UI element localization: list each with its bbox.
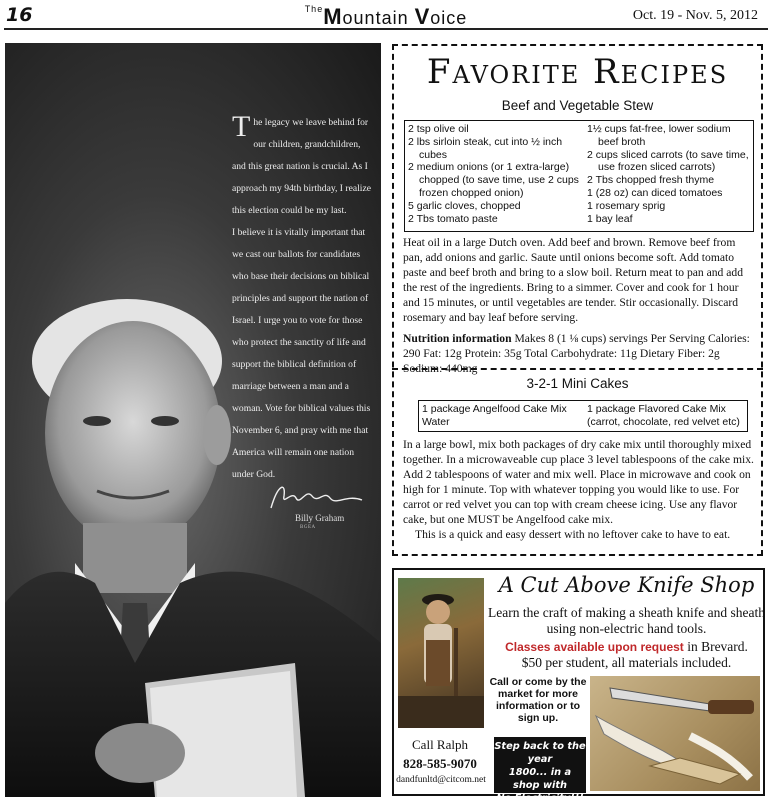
knife-shop-title: A Cut Above Knife Shop bbox=[498, 573, 755, 597]
ad-paragraph-2: I believe it is vitally important that we cast our ballots for candidates who base their decisions on biblical principles and support the nation of Israel. I urge you to vote for those who protect the sanctity of life and support the biblical definition of marriage between a man and a woman. Vote for biblical values this November 6, and pray with me that America will remain one nation under God. bbox=[232, 227, 371, 480]
signature-graphic bbox=[266, 480, 366, 514]
nutrition-label: Nutrition information bbox=[403, 332, 512, 345]
banner-line-1: Step back to the year bbox=[494, 741, 586, 765]
knife-shop-contact: Call or come by the market for more information or to sign up. bbox=[489, 676, 587, 724]
email-address: dandfunltd@citcom.net bbox=[396, 775, 486, 785]
ingredient-item: 1 bay leaf bbox=[587, 212, 633, 225]
phone-number: 828-585-9070 bbox=[403, 756, 477, 771]
recipe2-ingredients-left bbox=[422, 403, 582, 429]
ingredient-item: 2 tsp olive oil bbox=[408, 123, 469, 135]
classes-available: Classes available upon request bbox=[505, 640, 684, 654]
recipe1-directions bbox=[403, 235, 755, 376]
ingredient-item: 1 (28 oz) can diced tomatoes bbox=[587, 186, 723, 199]
knives-illustration bbox=[590, 676, 760, 791]
signer-name: Billy Graham bbox=[295, 513, 345, 523]
ad-paragraph-1-text: he legacy we leave behind for our children, grandchildren, and this great nation is crucial. As I approach my 94th birthday, I realize this election could be my last. bbox=[232, 117, 371, 216]
ingredient-item: 1 package Angelfood Cake Mix bbox=[422, 403, 567, 415]
ingredient-item: 1 rosemary sprig bbox=[587, 199, 666, 212]
knives-photo bbox=[590, 676, 760, 791]
recipe2-directions bbox=[403, 437, 755, 542]
recipes-title: Favorite Recipes bbox=[426, 52, 729, 92]
knife-shop-description: Learn the craft of making a sheath knife and sheath using non-electric hand tools. bbox=[488, 605, 766, 636]
page-number: 16 bbox=[6, 4, 33, 26]
recipe1-ingredients-left bbox=[408, 123, 580, 225]
ingredient-item: 5 garlic cloves, chopped bbox=[408, 199, 521, 212]
ingredient-item: 2 cups sliced carrots (to save time, use frozen sliced carrots) bbox=[587, 148, 749, 174]
masthead-oice: oice bbox=[430, 8, 468, 28]
masthead-ountain: ountain bbox=[342, 8, 415, 28]
recipe1-ingredients-right bbox=[587, 123, 750, 225]
knife-shop-details bbox=[488, 605, 765, 671]
recipe2-directions-text: In a large bowl, mix both packages of dry cake mix until thoroughly mixed together. In a microwaveable cup place 3 level tablespoons of the cake mix. Add 2 tablespoons of water and mix well. Place in microwave and cook on high for 1 minute. Top with whatever topping you would like to use. For carrot or red velvet you can top with cream cheese icing. Use any flavor cake, but one MUST be Angelfood cake mix. bbox=[403, 438, 754, 526]
ingredient-item: 1 package Flavored Cake Mix bbox=[587, 403, 726, 415]
recipe2-title: 3-2-1 Mini Cakes bbox=[526, 376, 629, 391]
ingredient-item: Water bbox=[422, 415, 450, 428]
ingredient-item: 2 lbs sirloin steak, cut into ½ inch cubes bbox=[408, 135, 563, 161]
ingredient-item: 2 Tbs chopped fresh thyme bbox=[587, 174, 715, 187]
ingredient-item: (carrot, chocolate, red velvet etc) bbox=[587, 415, 740, 428]
issue-date: Oct. 19 - Nov. 5, 2012 bbox=[632, 8, 758, 23]
recipe-divider bbox=[392, 368, 763, 370]
nutrition-text: Makes 8 (1 ⅛ cups) servings Per Serving Calories: 290 Fat: 12g Protein: 35g Total Carbohydrate: 11g Dietary Fiber: 2g Sodium: 440mg bbox=[403, 332, 750, 375]
recipe1-directions-text: Heat oil in a large Dutch oven. Add beef and brown. Remove beef from pan, add onions and garlic. Saute until onions become soft. Add tomato paste and beef broth and bring to a slow boil. Return meat to pan and add the rest of the ingredients. Bring to a simmer. Cover and cook for 1 hour and 15 minutes, or until vegetables are tender. Stir occasionally. Discard rosemary and bay leaf before serving. bbox=[403, 236, 743, 324]
knife-shop-price: $50 per student, all materials included. bbox=[521, 655, 732, 670]
ad-paragraph-1 bbox=[232, 112, 372, 222]
banner-line-3: No Electricity!!! bbox=[496, 793, 584, 804]
signer-org: BGEA bbox=[300, 525, 316, 530]
classes-location: in Brevard. bbox=[683, 639, 748, 654]
craftsman-photo bbox=[398, 578, 484, 728]
ingredient-item: 1½ cups fat-free, lower sodium beef broth bbox=[587, 123, 731, 148]
masthead-v: V bbox=[414, 4, 431, 29]
banner-line-2: 1800... in a shop with bbox=[508, 767, 572, 791]
recipe1-title: Beef and Vegetable Stew bbox=[501, 98, 654, 113]
masthead-the: The bbox=[304, 4, 324, 14]
recipe2-ingredients bbox=[418, 400, 748, 432]
ingredient-item: 2 medium onions (or 1 extra-large) chopped (to save time, use 2 cups frozen chopped onion) bbox=[408, 161, 579, 199]
ingredient-item: 2 Tbs tomato paste bbox=[408, 212, 498, 225]
no-electricity-banner bbox=[494, 737, 586, 804]
recipe1-ingredients bbox=[404, 120, 754, 232]
craftsman-figure bbox=[398, 578, 484, 728]
knife-shop-classes bbox=[488, 639, 765, 655]
call-ralph: Call Ralph bbox=[412, 737, 468, 752]
recipe2-ingredients-right bbox=[587, 403, 745, 429]
ad-message bbox=[232, 112, 372, 486]
ad-dropcap: T bbox=[232, 110, 251, 143]
recipe2-note: This is a quick and easy dessert with no leftover cake to have to eat. bbox=[415, 528, 731, 541]
header-rule bbox=[4, 28, 768, 30]
masthead-m: M bbox=[323, 4, 343, 29]
